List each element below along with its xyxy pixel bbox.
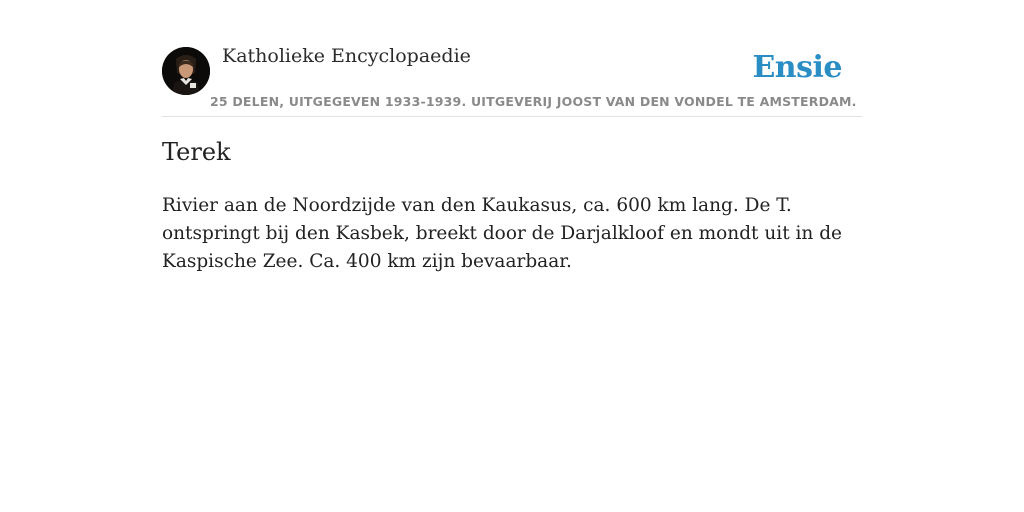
article-title: Terek (162, 138, 231, 166)
portrait-avatar-icon[interactable] (162, 47, 210, 95)
source-title-link[interactable]: Katholieke Encyclopaedie (222, 45, 471, 67)
source-header (162, 40, 862, 117)
portrait-icon (162, 47, 210, 95)
article-body: Rivier aan de Noordzijde van den Kaukasus, ca. 600 km lang. De T. ontspringt bij den Kasbek, breekt door de Darjalkloof en mondt uit in de Kaspische Zee. Ca. 400 km zijn bevaarbaar. (162, 195, 843, 272)
brand-logo-link[interactable]: Ensie (752, 50, 842, 85)
source-subtitle: 25 DELEN, UITGEGEVEN 1933-1939. UITGEVERIJ JOOST VAN DEN VONDEL TE AMSTERDAM. (210, 94, 857, 109)
